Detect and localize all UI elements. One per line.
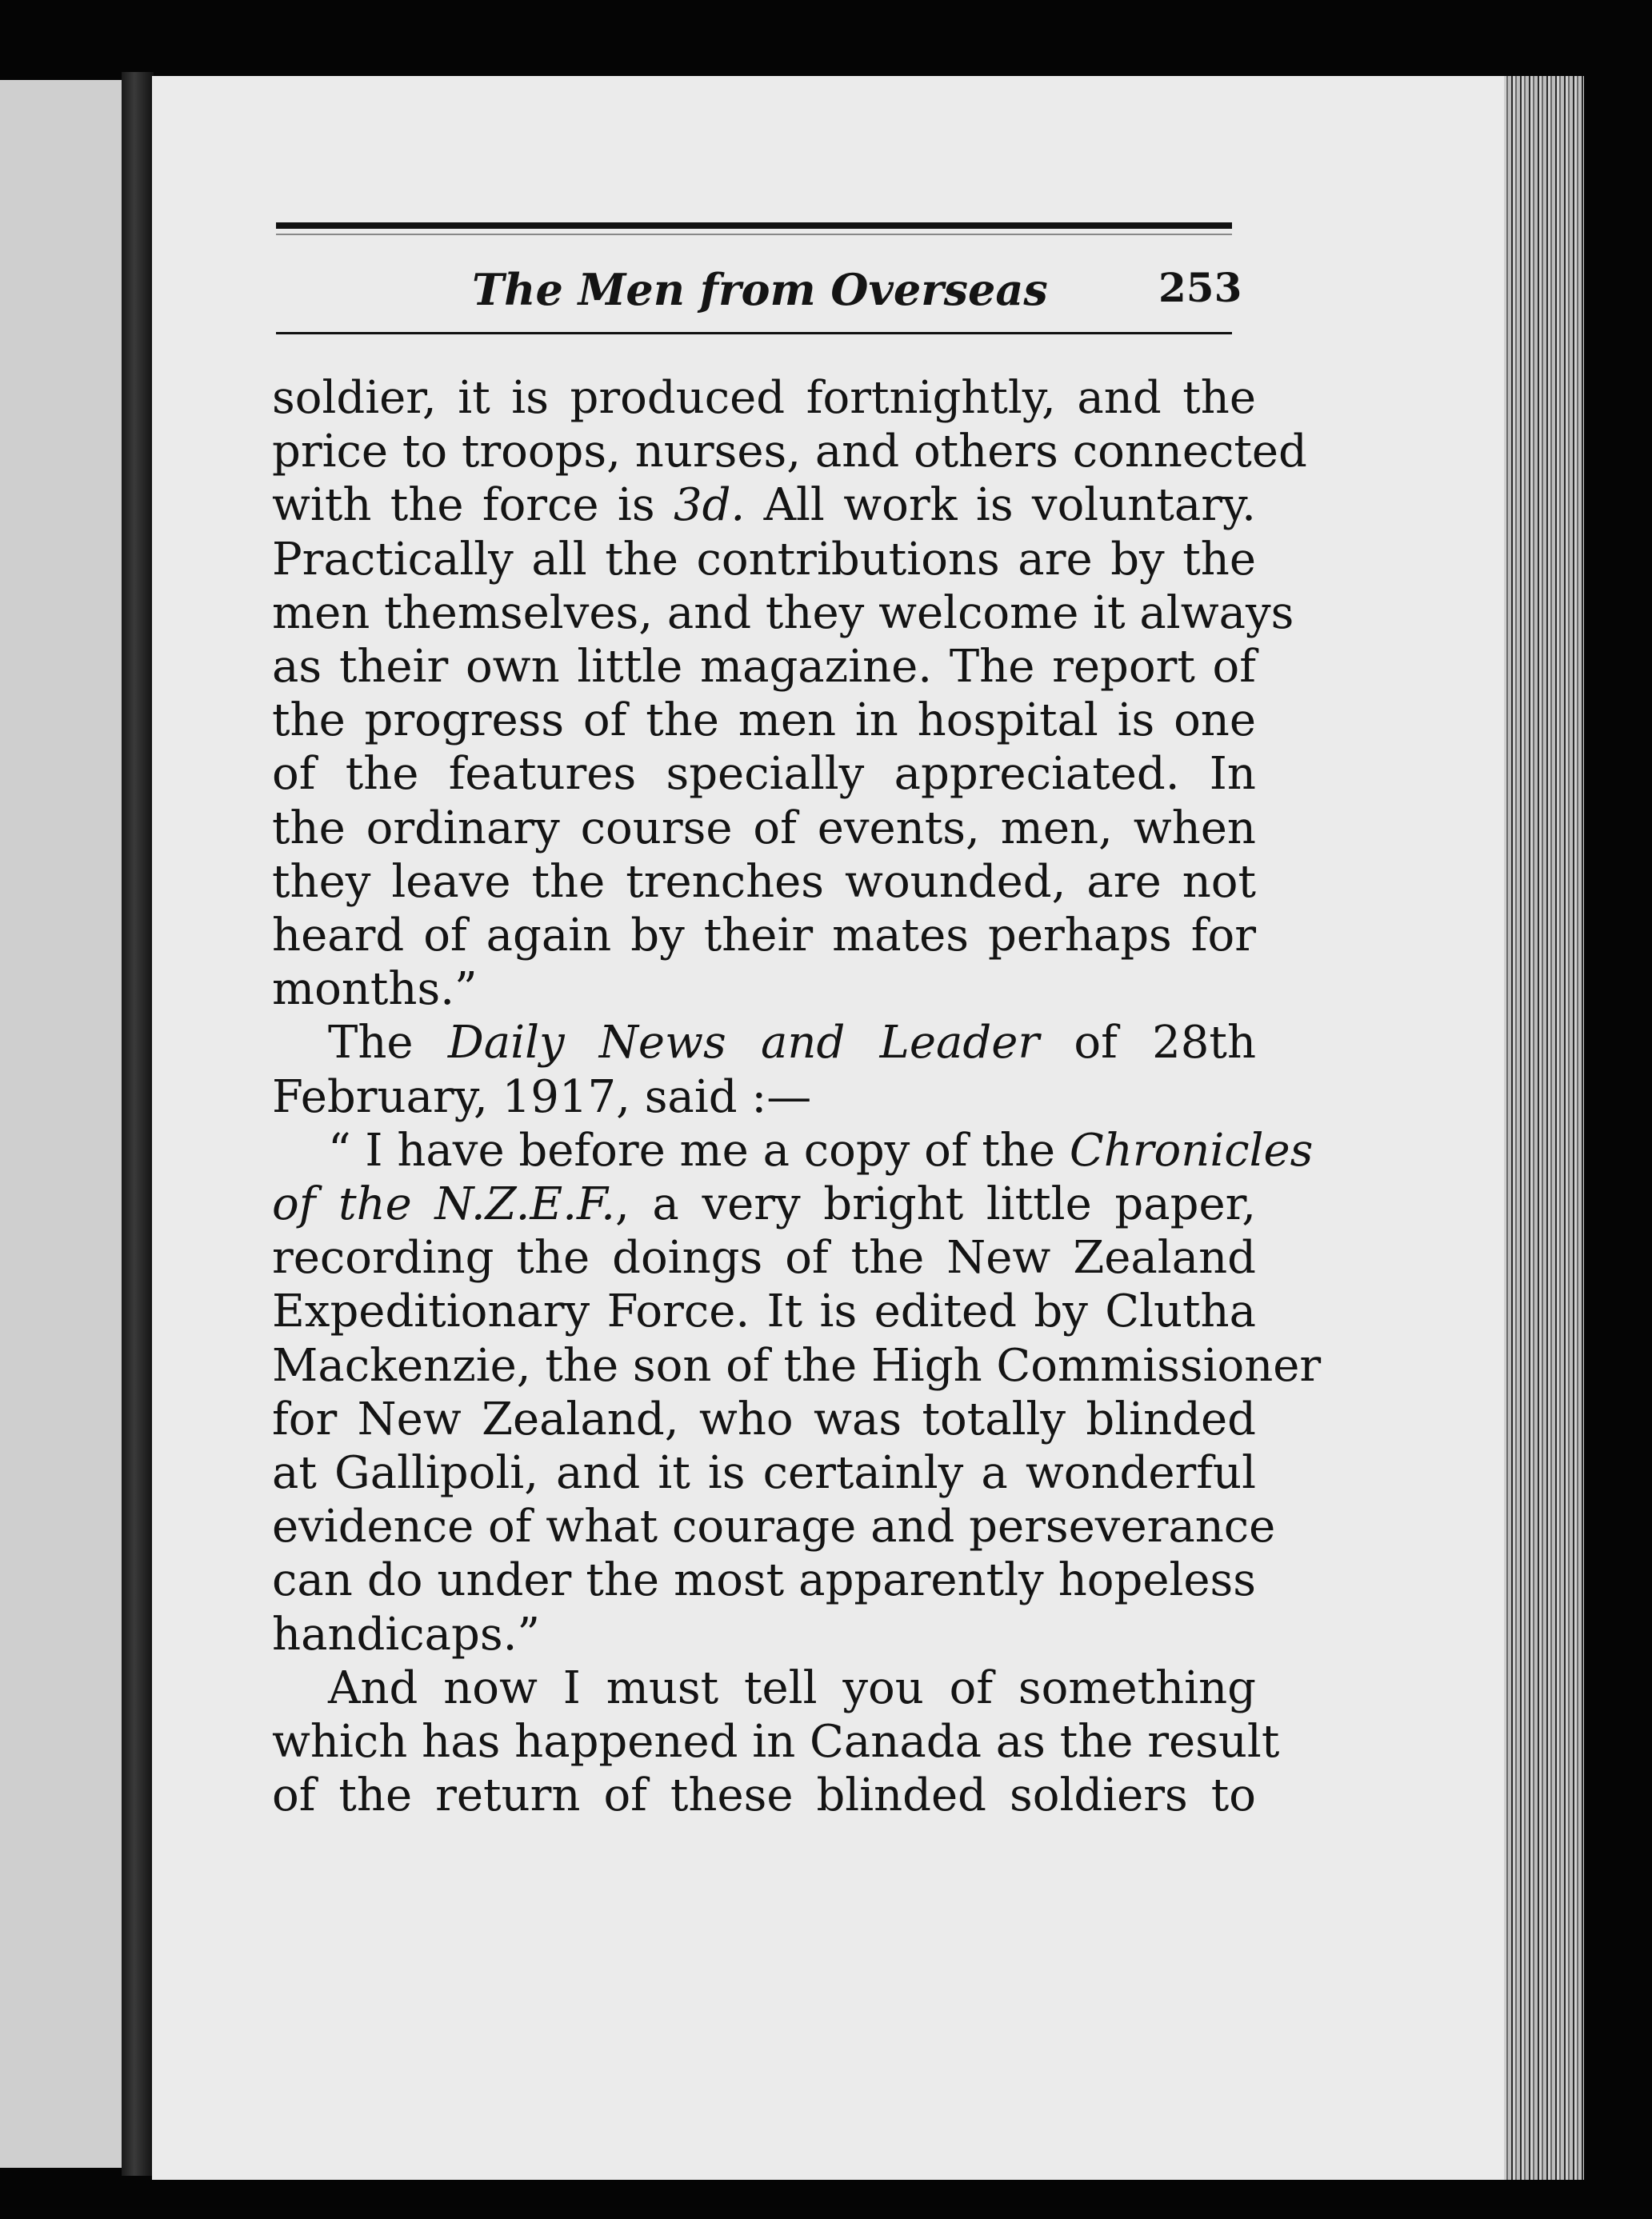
- text-run: as their own little magazine. The report of: [272, 641, 1256, 693]
- text-run: the ordinary course of events, men, when: [272, 802, 1256, 854]
- text-line: [272, 1285, 1256, 1338]
- text-run: , a very bright little paper,: [614, 1178, 1256, 1230]
- italic-text: of the N.Z.E.F.: [272, 1178, 615, 1230]
- book-spine: [122, 72, 154, 2176]
- text-run: which has happened in Canada as the result: [272, 1716, 1280, 1768]
- italic-text: Chronicles: [1069, 1124, 1314, 1177]
- page-stack-edge: [1504, 76, 1584, 2180]
- text-line: [272, 748, 1256, 801]
- text-run: Practically all the contributions are by the: [272, 533, 1256, 586]
- text-run: men themselves, and they welcome it always: [272, 586, 1294, 639]
- text-run: months.”: [272, 963, 478, 1016]
- text-run: Expeditionary Force. It is edited by Clutha: [272, 1285, 1256, 1338]
- text-line: [272, 533, 1256, 586]
- running-title: The Men from Overseas: [472, 264, 1048, 315]
- text-line: [272, 426, 1307, 478]
- text-line: [272, 1232, 1256, 1285]
- text-line: [272, 372, 1256, 424]
- header-rule-bottom: [276, 332, 1232, 334]
- text-line: [272, 1769, 1256, 1822]
- text-line: [328, 1661, 1256, 1714]
- text-run: soldier, it is produced fortnightly, and the: [272, 372, 1256, 424]
- text-run: of the features specially appreciated. In: [272, 748, 1256, 801]
- text-line: [272, 1608, 1256, 1661]
- text-run: price to troops, nurses, and others connected: [272, 426, 1307, 478]
- text-line: [272, 1501, 1276, 1553]
- text-line: [272, 1554, 1256, 1607]
- text-run: recording the doings of the New Zealand: [272, 1232, 1256, 1285]
- text-run: All work is voluntary.: [745, 479, 1256, 532]
- header-rule-top: [276, 222, 1232, 229]
- header-rule-top-thin: [276, 234, 1232, 235]
- text-run: the progress of the men in hospital is one: [272, 694, 1256, 747]
- text-run: handicaps.”: [272, 1608, 541, 1661]
- text-run: “ I have before me a copy of the: [328, 1124, 1070, 1177]
- text-line: [272, 1178, 1256, 1230]
- italic-text: Daily News and Leader: [447, 1017, 1040, 1070]
- text-run: they leave the trenches wounded, are not: [272, 855, 1256, 908]
- text-line: [272, 1070, 1256, 1123]
- text-line: [272, 802, 1256, 854]
- text-run: evidence of what courage and perseverance: [272, 1501, 1276, 1553]
- text-run: can do under the most apparently hopeless: [272, 1554, 1256, 1607]
- text-run: heard of again by their mates perhaps for: [272, 910, 1256, 962]
- italic-text: 3d.: [673, 479, 746, 532]
- text-run: of the return of these blinded soldiers to: [272, 1769, 1256, 1822]
- text-line: [272, 963, 1256, 1016]
- text-line: [272, 479, 1256, 532]
- text-line: [272, 694, 1256, 747]
- text-line: [328, 1124, 1314, 1177]
- facing-page-edge: [0, 80, 122, 2168]
- text-line: [272, 641, 1256, 693]
- text-line: [328, 1017, 1257, 1070]
- page-number: 253: [1158, 264, 1242, 311]
- text-run: Mackenzie, the son of the High Commissioner: [272, 1339, 1322, 1392]
- text-line: [272, 910, 1256, 962]
- text-line: [272, 855, 1256, 908]
- text-run: at Gallipoli, and it is certainly a wonderful: [272, 1447, 1256, 1499]
- text-run: February, 1917, said :—: [272, 1070, 812, 1123]
- text-run: of 28th: [1039, 1017, 1257, 1070]
- text-run: for New Zealand, who was totally blinded: [272, 1393, 1256, 1445]
- text-line: [272, 1393, 1256, 1445]
- text-line: [272, 586, 1294, 639]
- text-run: with the force is: [272, 479, 674, 532]
- text-line: [272, 1339, 1322, 1392]
- text-run: The: [328, 1017, 448, 1070]
- text-run: And now I must tell you of something: [328, 1661, 1256, 1714]
- text-line: [272, 1447, 1256, 1499]
- text-line: [272, 1716, 1280, 1768]
